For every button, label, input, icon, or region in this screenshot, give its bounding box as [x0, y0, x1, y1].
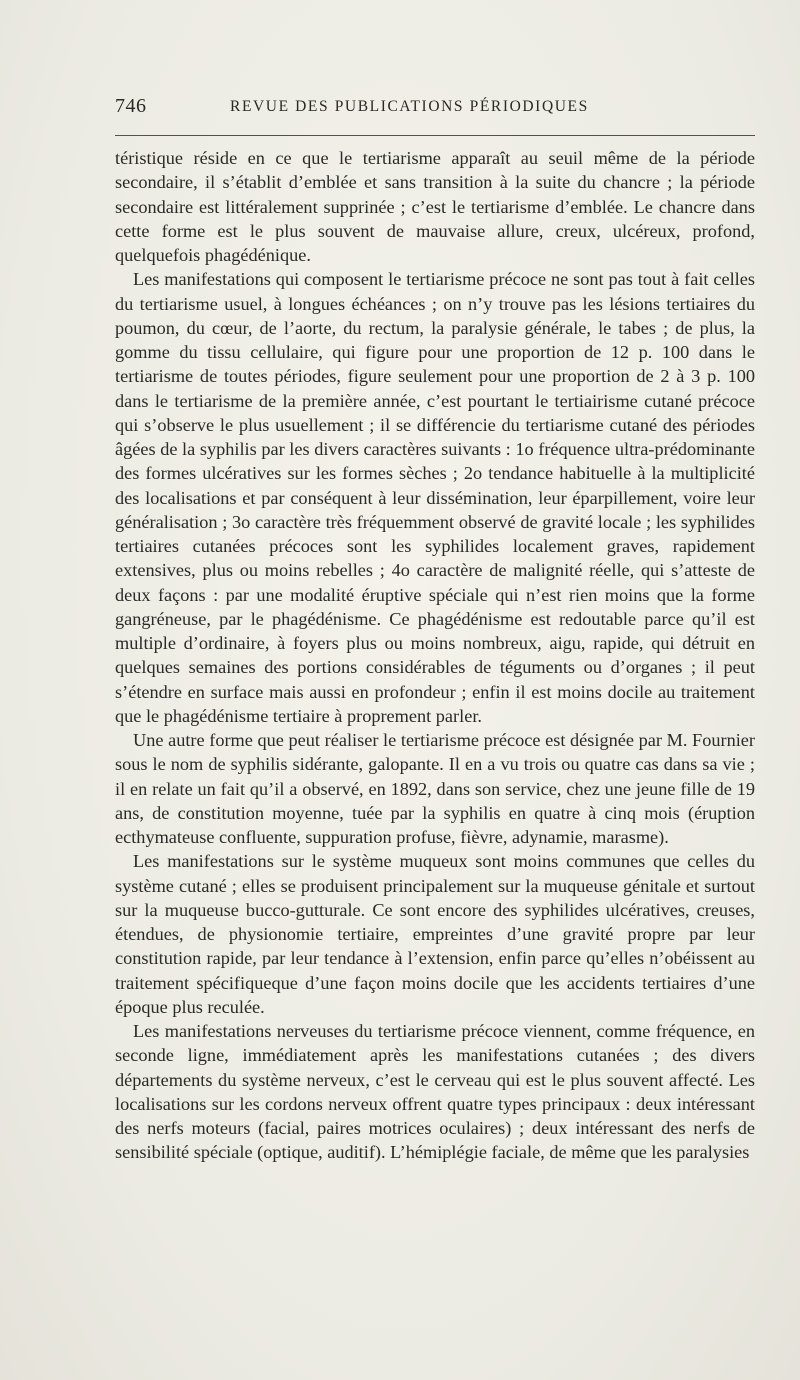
body-text: [115, 146, 755, 1165]
page-number: 746: [115, 95, 147, 117]
paragraph: Les manifestations sur le système muqueux sont moins communes que celles du système cutané ; elles se produisent principalement sur la muqueuse génitale et surtout sur la muqueuse bucco-gutturale. Ce sont encore des syphilides ulcératives, creuses, étendues, de physionomie tertiaire, empreintes d’une gravité propre par leur constitution rapide, par leur tendance à l’extension, enfin parce qu’elles n’obéissent au traitement spécifiqueque d’une façon moins docile que les accidents tertiaires d’une époque plus reculée.: [115, 851, 755, 1017]
header-rule: [115, 135, 755, 136]
paragraph: Une autre forme que peut réaliser le tertiarisme précoce est désignée par M. Fournier sous le nom de syphilis sidérante, galopante. Il en a vu trois ou quatre cas dans sa vie ; il en relate un fait qu’il a observé, en 1892, dans son service, chez une jeune fille de 19 ans, de constitution moyenne, tuée par la syphilis en quatre à cinq mois (éruption ecthymateuse confluente, suppuration profuse, fièvre, adynamie, marasme).: [115, 730, 755, 847]
paragraph: Les manifestations qui composent le tertiarisme précoce ne sont pas tout à fait celles du tertiarisme usuel, à longues échéances ; on n’y trouve pas les lésions tertiaires du poumon, du cœur, de l’aorte, du rectum, la paralysie générale, le tabes ; de plus, la gomme du tissu cellulaire, qui figure pour une proportion de 12 p. 100 dans le tertiarisme de toutes périodes, figure seulement pour une proportion de 2 à 3 p. 100 dans le tertiarisme de la première année, c’est pourtant le tertiairisme cutané précoce qui s’observe le plus usuellement ; il se différencie du tertiarisme cutané des périodes âgées de la syphilis par les divers caractères suivants : 1o fréquence ultra-prédominante des formes ulcératives sur les formes sèches ; 2o tendance habituelle à la multiplicité des localisations et par conséquent à leur dissémination, leur éparpillement, voire leur généralisation ; 3o caractère très fréquemment observé de gravité locale ; les syphilides tertiaires cutanées précoces sont les syphilides localement graves, rapidement extensives, plus ou moins rebelles ; 4o caractère de malignité réelle, qui s’atteste de deux façons : par une modalité éruptive spéciale qui n’est rien moins que la forme gangréneuse, par le phagédénisme. Ce phagédénisme est redoutable parce qu’il est multiple d’ordinaire, à foyers plus ou moins nombreux, aigu, rapide, qui détruit en quelques semaines des portions considérables de téguments ou d’organes ; il peut s’étendre en surface mais aussi en profondeur ; enfin il est moins docile au traitement que le phagédénisme tertiaire à proprement parler.: [115, 269, 755, 726]
paragraph-continued: téristique réside en ce que le tertiarisme apparaît au seuil même de la période secondaire, il s’établit d’emblée et sans transition à la suite du chancre ; la période secondaire est littéralement supprinée ; c’est le tertiarisme d’emblée. Le chancre dans cette forme est le plus souvent de mauvaise allure, creux, ulcéreux, profond, quelquefois phagédénique.: [115, 148, 755, 265]
page-header: [115, 95, 755, 123]
paragraph: Les manifestations nerveuses du tertiarisme précoce viennent, comme fréquence, en seconde ligne, immédiatement après les manifestations cutanées ; des divers départements du système nerveux, c’est le cerveau qui est le plus souvent affecté. Les localisations sur les cordons nerveux offrent quatre types principaux : deux intéressant des nerfs moteurs (facial, paires motrices oculaires) ; deux intéressant des nerfs de sensibilité spéciale (optique, auditif). L’hémiplégie faciale, de même que les paralysies: [115, 1021, 755, 1163]
running-title: REVUE DES PUBLICATIONS PÉRIODIQUES: [230, 98, 589, 115]
